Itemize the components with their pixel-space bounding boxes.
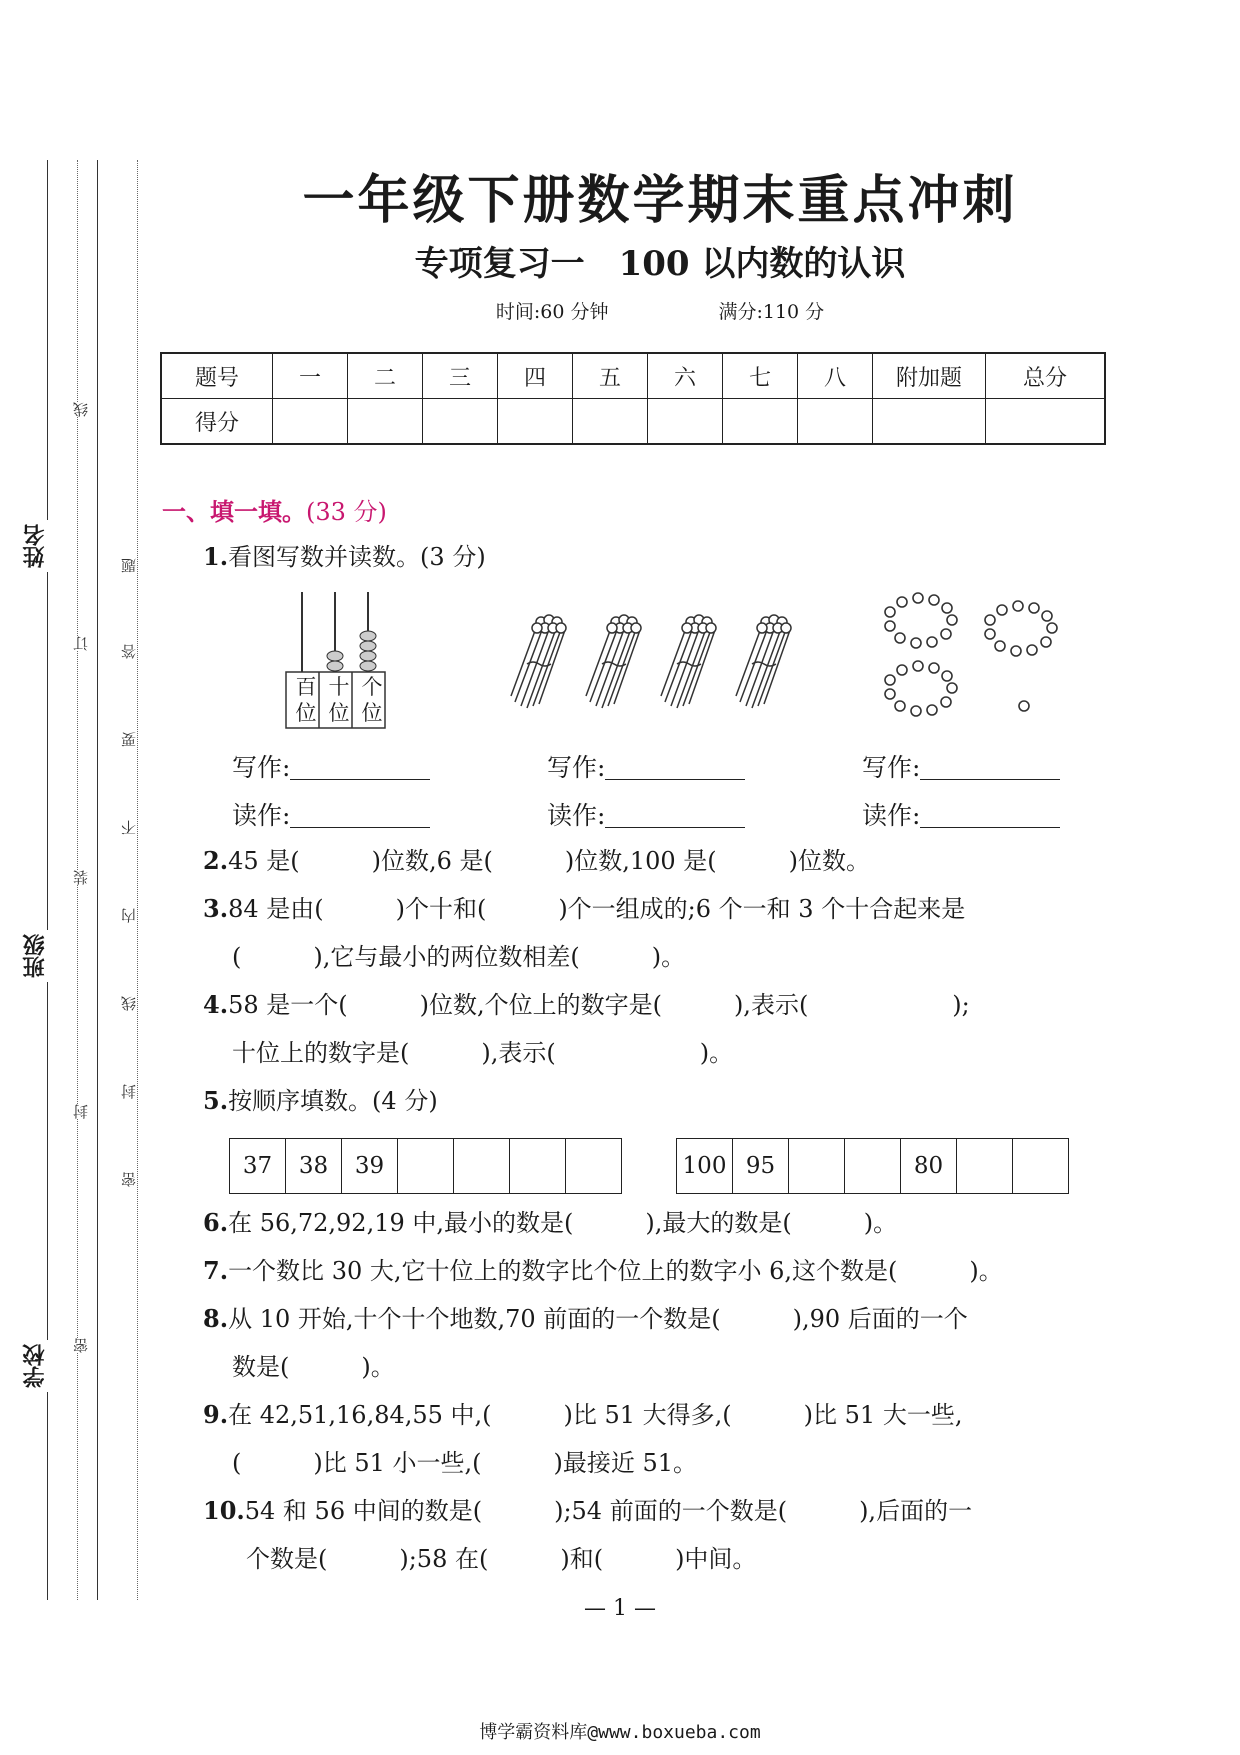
sequence-blank[interactable] — [509, 1139, 565, 1193]
sequence-blank[interactable] — [397, 1139, 453, 1193]
section-points: (33 分) — [306, 498, 387, 526]
school-label: 学校 — [20, 1340, 51, 1392]
question-text: 一个数比 30 大,它十位上的数字比个位上的数字小 6,这个数是( )。 — [228, 1257, 1003, 1285]
score-header-cell: 四 — [498, 353, 573, 399]
score-header-cell: 五 — [573, 353, 648, 399]
score-header-cell: 三 — [423, 353, 498, 399]
page-title: 一年级下册数学期末重点冲刺 — [302, 171, 1018, 231]
score-header-cell: 八 — [798, 353, 873, 399]
time-limit: 时间:60 分钟 — [495, 301, 609, 323]
score-cell[interactable] — [648, 399, 723, 445]
binding-char: 答 — [120, 644, 138, 659]
question-4 — [203, 990, 970, 1020]
score-cell[interactable] — [573, 399, 648, 445]
question-text: 按顺序填数。(4 分) — [228, 1087, 438, 1115]
sequence-blank[interactable] — [453, 1139, 509, 1193]
sequence-cell: 95 — [732, 1139, 788, 1193]
abacus-char: 位 — [361, 701, 383, 725]
bead-rings-illustration — [880, 592, 1070, 722]
full-score: 满分:110 分 — [718, 301, 825, 323]
score-header-cell: 总分 — [986, 353, 1106, 399]
score-cell[interactable] — [348, 399, 423, 445]
sequence-blank[interactable] — [565, 1139, 621, 1193]
score-cell[interactable] — [986, 399, 1106, 445]
sequence-cell: 39 — [341, 1139, 397, 1193]
abacus-label-ones — [354, 674, 390, 726]
score-table-header-row — [161, 353, 1105, 399]
question-10 — [203, 1496, 972, 1526]
question-number: 9. — [203, 1400, 229, 1429]
question-number: 6. — [203, 1208, 229, 1237]
binding-char: 密 — [120, 1172, 138, 1187]
score-header-cell: 附加题 — [873, 353, 986, 399]
answer-blank[interactable] — [605, 827, 745, 828]
section-heading — [162, 492, 387, 527]
question-7 — [203, 1256, 1003, 1286]
question-number: 10. — [203, 1496, 245, 1525]
question-number: 4. — [203, 990, 229, 1019]
score-cell[interactable] — [873, 399, 986, 445]
question-10-line-2: 个数是( );58 在( )和( )中间。 — [246, 1545, 757, 1573]
read-label: 读作: — [862, 801, 921, 830]
question-text: 在 42,51,16,84,55 中,( )比 51 大得多,( )比 51 大一些, — [228, 1401, 963, 1429]
abacus-char: 位 — [295, 701, 317, 725]
question-number: 2. — [203, 846, 229, 875]
abacus-char: 百 — [295, 675, 317, 699]
score-cell[interactable] — [423, 399, 498, 445]
sequence-boxes-b — [676, 1138, 1069, 1194]
binding-char: 要 — [120, 732, 138, 747]
read-field-3[interactable] — [862, 796, 1060, 832]
answer-blank[interactable] — [920, 779, 1060, 780]
binding-char: 题 — [120, 558, 138, 573]
question-2 — [203, 846, 870, 876]
question-text: 在 56,72,92,19 中,最小的数是( ),最大的数是( )。 — [228, 1209, 898, 1237]
abacus-label-hundreds — [288, 674, 324, 726]
score-header-cell: 题号 — [161, 353, 273, 399]
exam-meta — [0, 297, 1240, 324]
source-watermark: 博学霸资料库@www.boxueba.com — [479, 1722, 761, 1743]
question-text: 从 10 开始,十个十个地数,70 前面的一个数是( ),90 后面的一个 — [228, 1305, 968, 1333]
binding-dotted-line-2 — [137, 160, 138, 1600]
question-4-line-2: 十位上的数字是( ),表示( )。 — [232, 1039, 734, 1067]
answer-blank[interactable] — [920, 827, 1060, 828]
write-field-3[interactable] — [862, 748, 1060, 784]
abacus-char: 位 — [328, 701, 350, 725]
read-field-1[interactable] — [232, 796, 430, 832]
question-number: 1. — [203, 542, 229, 571]
write-label: 写作: — [232, 753, 291, 782]
binding-char: 装 — [72, 870, 90, 885]
question-text: 58 是一个( )位数,个位上的数字是( ),表示( ); — [228, 991, 970, 1019]
score-header-cell: 六 — [648, 353, 723, 399]
question-6 — [203, 1208, 897, 1238]
binding-char: 线 — [120, 996, 138, 1011]
sequence-blank[interactable] — [956, 1139, 1012, 1193]
score-cell[interactable] — [798, 399, 873, 445]
score-table-row — [161, 399, 1105, 445]
binding-char: 封 — [72, 1104, 90, 1119]
question-1 — [203, 542, 486, 572]
binding-char: 封 — [120, 1084, 138, 1099]
question-text: 84 是由( )个十和( )个一组成的;6 个一和 3 个十合起来是 — [228, 895, 966, 923]
write-field-1[interactable] — [232, 748, 430, 784]
sequence-cell: 100 — [682, 1153, 727, 1179]
question-5 — [203, 1086, 438, 1116]
answer-blank[interactable] — [290, 827, 430, 828]
stick-bundles-illustration — [505, 612, 805, 714]
page-subtitle: 专项复习一 100 以内数的认识 — [414, 244, 906, 284]
question-9 — [203, 1400, 962, 1430]
read-label: 读作: — [547, 801, 606, 830]
sequence-blank[interactable] — [788, 1139, 844, 1193]
question-8 — [203, 1304, 968, 1334]
question-number: 3. — [203, 894, 229, 923]
sequence-cell: 80 — [900, 1139, 956, 1193]
question-3-line-2: ( ),它与最小的两位数相差( )。 — [232, 943, 686, 971]
sequence-blank[interactable] — [844, 1139, 900, 1193]
binding-char: 内 — [120, 908, 138, 923]
score-header-cell: 二 — [348, 353, 423, 399]
binding-line-middle — [97, 160, 98, 1600]
question-3 — [203, 894, 965, 924]
sequence-blank[interactable] — [1012, 1139, 1068, 1193]
binding-char: 密 — [72, 1338, 90, 1353]
score-header-cell: 一 — [273, 353, 348, 399]
binding-char: 线 — [72, 402, 90, 417]
sequence-boxes-a — [229, 1138, 622, 1194]
write-field-2[interactable] — [547, 748, 745, 784]
question-text: 45 是( )位数,6 是( )位数,100 是( )位数。 — [228, 847, 871, 875]
question-number: 7. — [203, 1256, 229, 1285]
sequence-cell: 37 — [242, 1153, 273, 1179]
abacus-char: 个 — [361, 675, 383, 699]
answer-blank[interactable] — [605, 779, 745, 780]
question-8-line-2: 数是( )。 — [232, 1353, 395, 1381]
question-text: 54 和 56 中间的数是( );54 前面的一个数是( ),后面的一 — [244, 1497, 973, 1525]
score-cell[interactable] — [723, 399, 798, 445]
write-label: 写作: — [862, 753, 921, 782]
question-number: 5. — [203, 1086, 229, 1115]
score-table — [160, 352, 1106, 445]
question-number: 8. — [203, 1304, 229, 1333]
page-number: — 1 — — [584, 1596, 656, 1621]
write-label: 写作: — [547, 753, 606, 782]
score-header-cell: 七 — [723, 353, 798, 399]
sequence-cell: 38 — [285, 1139, 341, 1193]
score-cell[interactable] — [273, 399, 348, 445]
answer-blank[interactable] — [290, 779, 430, 780]
binding-char: 不 — [120, 820, 138, 835]
section-title: 一、填一填。 — [162, 497, 306, 526]
question-9-line-2: ( )比 51 小一些,( )最接近 51。 — [232, 1449, 698, 1477]
abacus-char: 十 — [328, 675, 350, 699]
read-field-2[interactable] — [547, 796, 745, 832]
abacus-label-tens — [321, 674, 357, 726]
class-label: 班级 — [20, 930, 51, 982]
score-cell[interactable] — [498, 399, 573, 445]
question-text: 看图写数并读数。(3 分) — [228, 543, 486, 571]
binding-char: 订 — [72, 636, 90, 651]
read-label: 读作: — [232, 801, 291, 830]
score-row-label: 得分 — [161, 399, 273, 445]
name-label: 姓名 — [20, 520, 51, 572]
